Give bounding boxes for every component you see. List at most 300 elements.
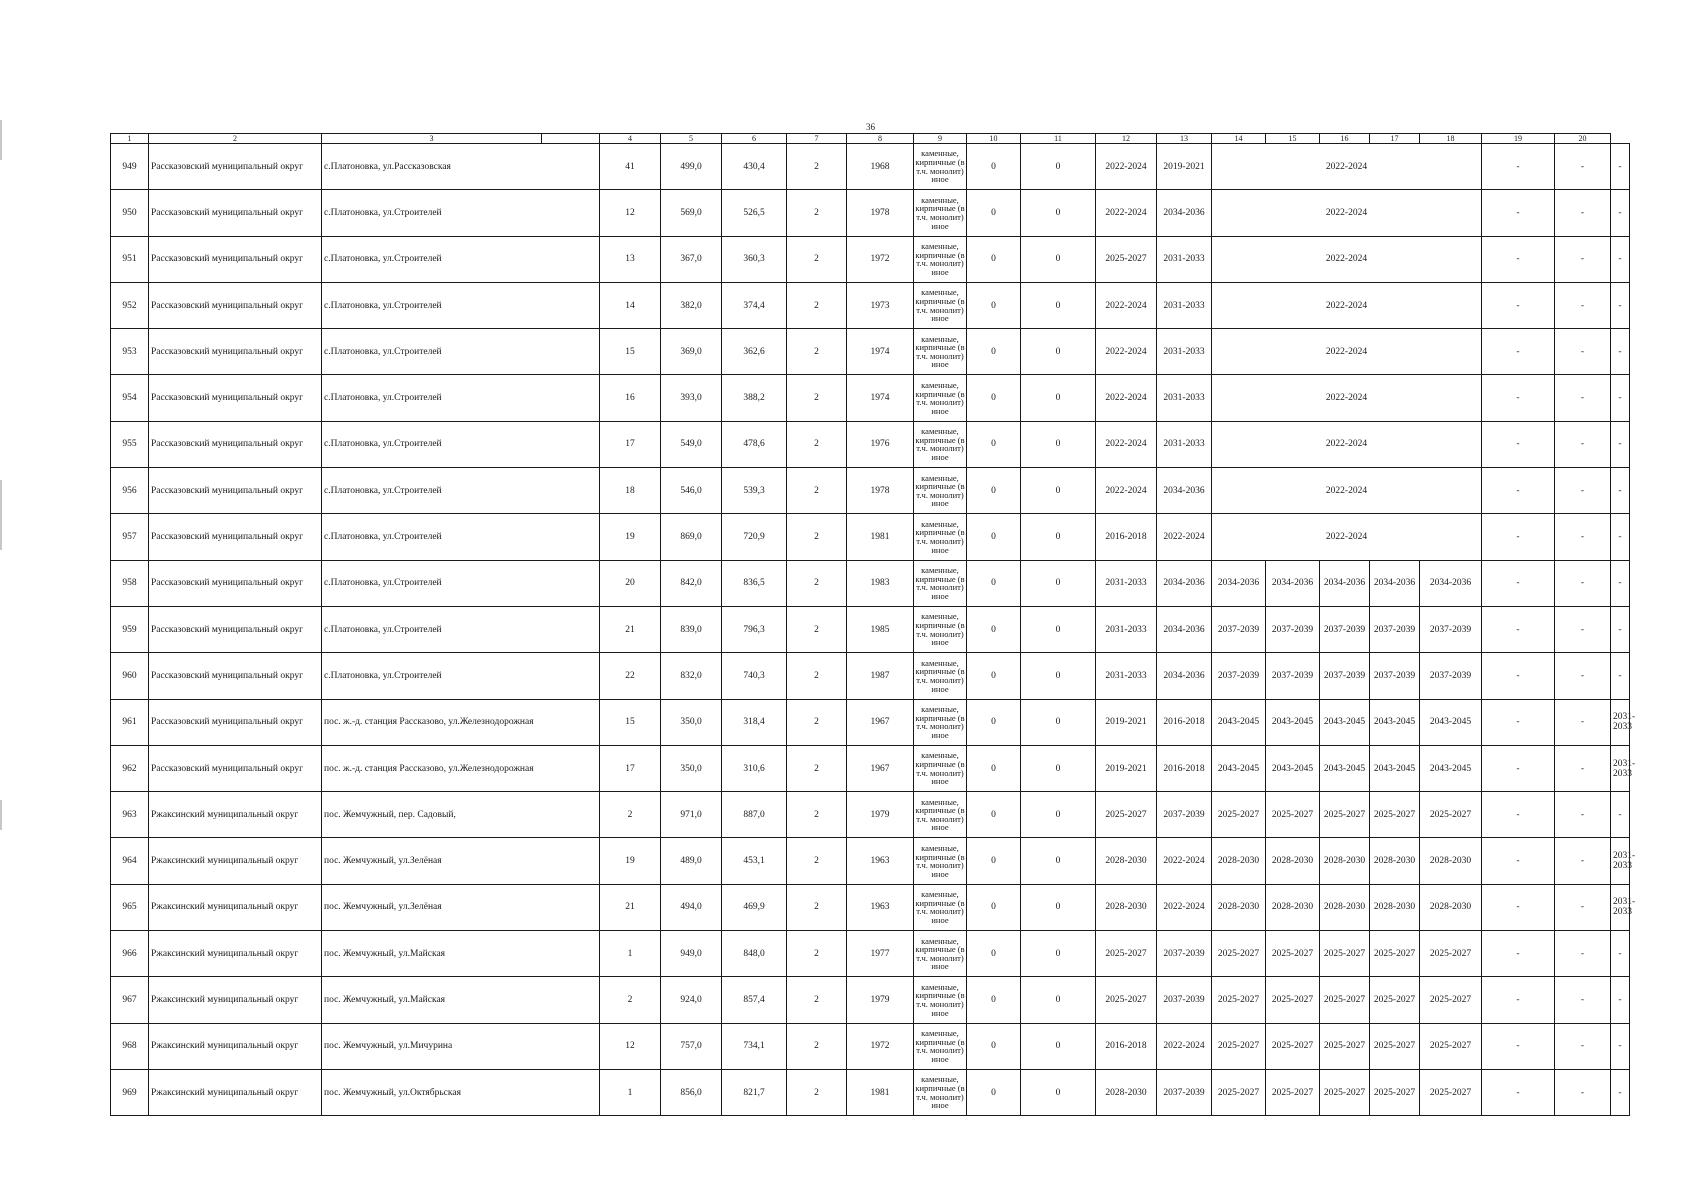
period-13-cell: 2037-2039 (1212, 653, 1266, 699)
wall-material-cell: каменные, кирпичные (в т.ч. монолит) иное (914, 421, 967, 467)
year-built-cell: 1963 (847, 884, 914, 930)
period-14-cell: 2025-2027 (1266, 792, 1320, 838)
house-number-cell: 21 (600, 884, 661, 930)
address-cell (322, 514, 600, 560)
column-10-cell: 0 (1021, 236, 1096, 282)
address-cell (322, 1023, 600, 1069)
column-20-cell: - (1611, 560, 1630, 606)
period-15-cell: 2025-2027 (1320, 1069, 1370, 1115)
period-12-cell: 2022-2024 (1157, 514, 1212, 560)
merged-period-cell: 2022-2024 (1212, 190, 1482, 236)
column-number: 4 (600, 134, 661, 144)
period-15-cell: 2028-2030 (1320, 838, 1370, 884)
house-number-cell: 1 (600, 1069, 661, 1115)
house-number-cell: 17 (600, 421, 661, 467)
district-cell: Рассказовский муниципальный округ (149, 282, 322, 328)
period-14-cell: 2025-2027 (1266, 1069, 1320, 1115)
address-cell (322, 236, 600, 282)
period-11-cell: 2031-2033 (1096, 606, 1157, 652)
column-5-cell: 539,3 (722, 468, 787, 514)
column-5-cell: 887,0 (722, 792, 787, 838)
column-20-cell: - (1611, 329, 1630, 375)
column-19-cell: - (1555, 838, 1611, 884)
column-19-cell: - (1555, 606, 1611, 652)
row-number-cell: 965 (111, 884, 149, 930)
column-4-cell: 949,0 (661, 931, 722, 977)
address-cell (322, 606, 600, 652)
district-cell: Ржаксинский муниципальный округ (149, 977, 322, 1023)
column-number: 18 (1420, 134, 1482, 144)
column-5-cell: 740,3 (722, 653, 787, 699)
address-text: пос. Жемчужный, ул.Зелёная (324, 902, 442, 913)
address-cell (322, 838, 600, 884)
period-12-cell: 2016-2018 (1157, 699, 1212, 745)
column-4-cell: 757,0 (661, 1023, 722, 1069)
wall-material-cell: каменные, кирпичные (в т.ч. монолит) иное (914, 653, 967, 699)
column-18-cell: - (1482, 745, 1555, 791)
wall-material-cell: каменные, кирпичные (в т.ч. монолит) иное (914, 514, 967, 560)
column-number: 1 (111, 134, 149, 144)
column-number: 7 (787, 134, 847, 144)
column-4-cell: 546,0 (661, 468, 722, 514)
period-14-cell: 2037-2039 (1266, 606, 1320, 652)
district-cell: Рассказовский муниципальный округ (149, 329, 322, 375)
district-cell: Ржаксинский муниципальный округ (149, 792, 322, 838)
period-15-cell: 2025-2027 (1320, 931, 1370, 977)
period-17-cell: 2037-2039 (1420, 606, 1482, 652)
period-17-cell: 2034-2036 (1420, 560, 1482, 606)
address-cell (322, 884, 600, 930)
wall-material-cell: каменные, кирпичные (в т.ч. монолит) иное (914, 884, 967, 930)
address-cell (322, 329, 600, 375)
wall-material-cell: каменные, кирпичные (в т.ч. монолит) иное (914, 560, 967, 606)
wall-material-cell: каменные, кирпичные (в т.ч. монолит) иное (914, 977, 967, 1023)
wall-material-cell: каменные, кирпичные (в т.ч. монолит) иное (914, 606, 967, 652)
period-14-cell: 2025-2027 (1266, 931, 1320, 977)
year-built-cell: 1981 (847, 1069, 914, 1115)
column-18-cell: - (1482, 606, 1555, 652)
column-number-row (111, 134, 1630, 144)
repair-schedule-table (110, 133, 1636, 1116)
period-16-cell: 2028-2030 (1370, 838, 1420, 884)
year-built-cell: 1985 (847, 606, 914, 652)
period-11-cell: 2019-2021 (1096, 745, 1157, 791)
wall-material-cell: каменные, кирпичные (в т.ч. монолит) иное (914, 375, 967, 421)
address-cell (322, 190, 600, 236)
column-number: 5 (661, 134, 722, 144)
column-4-cell: 971,0 (661, 792, 722, 838)
wall-material-cell: каменные, кирпичные (в т.ч. монолит) иное (914, 236, 967, 282)
house-number-cell: 41 (600, 144, 661, 190)
period-17-cell: 2025-2027 (1420, 977, 1482, 1023)
period-15-cell: 2025-2027 (1320, 977, 1370, 1023)
year-built-cell: 1979 (847, 977, 914, 1023)
period-11-cell: 2016-2018 (1096, 514, 1157, 560)
period-12-cell: 2031-2033 (1157, 329, 1212, 375)
column-5-cell: 796,3 (722, 606, 787, 652)
column-18-cell: - (1482, 699, 1555, 745)
address-text: с.Платоновка, ул.Строителей (324, 207, 442, 218)
period-12-cell: 2037-2039 (1157, 792, 1212, 838)
period-11-cell: 2022-2024 (1096, 375, 1157, 421)
year-built-cell: 1977 (847, 931, 914, 977)
column-6-cell: 2 (787, 606, 847, 652)
column-20-cell: - (1611, 1023, 1630, 1069)
column-6-cell: 2 (787, 977, 847, 1023)
column-5-cell: 848,0 (722, 931, 787, 977)
address-cell (322, 375, 600, 421)
period-12-cell: 2016-2018 (1157, 745, 1212, 791)
wall-material-cell: каменные, кирпичные (в т.ч. монолит) иное (914, 329, 967, 375)
merged-period-cell: 2022-2024 (1212, 144, 1482, 190)
table-row (111, 236, 1630, 282)
column-number: 10 (967, 134, 1021, 144)
period-13-cell: 2025-2027 (1212, 977, 1266, 1023)
house-number-cell: 2 (600, 977, 661, 1023)
period-12-cell: 2034-2036 (1157, 606, 1212, 652)
column-20-cell: - (1611, 144, 1630, 190)
row-number-cell: 958 (111, 560, 149, 606)
address-text: с.Платоновка, ул.Строителей (324, 346, 442, 357)
period-14-cell: 2043-2045 (1266, 699, 1320, 745)
year-built-cell: 1983 (847, 560, 914, 606)
year-built-cell: 1974 (847, 375, 914, 421)
period-13-cell: 2043-2045 (1212, 699, 1266, 745)
column-10-cell: 0 (1021, 977, 1096, 1023)
column-19-cell: - (1555, 699, 1611, 745)
column-4-cell: 569,0 (661, 190, 722, 236)
column-18-cell: - (1482, 977, 1555, 1023)
column-20-cell: - (1611, 514, 1630, 560)
period-16-cell: 2025-2027 (1370, 1069, 1420, 1115)
table-row (111, 884, 1630, 930)
district-cell: Рассказовский муниципальный округ (149, 236, 322, 282)
period-13-cell: 2025-2027 (1212, 792, 1266, 838)
column-4-cell: 367,0 (661, 236, 722, 282)
period-13-cell: 2025-2027 (1212, 931, 1266, 977)
period-17-cell: 2025-2027 (1420, 931, 1482, 977)
column-number: 15 (1266, 134, 1320, 144)
column-9-cell: 0 (967, 653, 1021, 699)
period-11-cell: 2028-2030 (1096, 838, 1157, 884)
table-row (111, 931, 1630, 977)
column-18-cell: - (1482, 514, 1555, 560)
column-number: 12 (1096, 134, 1157, 144)
column-5-cell: 836,5 (722, 560, 787, 606)
column-20-cell: 2031-2033 (1611, 745, 1630, 791)
house-number-cell: 15 (600, 329, 661, 375)
column-6-cell: 2 (787, 792, 847, 838)
period-13-cell: 2025-2027 (1212, 1023, 1266, 1069)
column-5-cell: 388,2 (722, 375, 787, 421)
period-16-cell: 2025-2027 (1370, 931, 1420, 977)
column-19-cell: - (1555, 1023, 1611, 1069)
period-11-cell: 2022-2024 (1096, 329, 1157, 375)
row-number-cell: 959 (111, 606, 149, 652)
period-12-cell: 2037-2039 (1157, 977, 1212, 1023)
address-text: пос. Жемчужный, ул.Майская (324, 994, 446, 1005)
address-text: с.Платоновка, ул.Рассказовская (324, 161, 451, 172)
address-cell (322, 792, 600, 838)
period-12-cell: 2022-2024 (1157, 1023, 1212, 1069)
house-number-cell: 22 (600, 653, 661, 699)
column-10-cell: 0 (1021, 329, 1096, 375)
column-20-cell: - (1611, 792, 1630, 838)
year-built-cell: 1974 (847, 329, 914, 375)
house-number-cell: 14 (600, 282, 661, 328)
column-6-cell: 2 (787, 144, 847, 190)
address-text: с.Платоновка, ул.Строителей (324, 578, 442, 589)
period-16-cell: 2025-2027 (1370, 1023, 1420, 1069)
column-10-cell: 0 (1021, 792, 1096, 838)
period-12-cell: 2034-2036 (1157, 190, 1212, 236)
column-6-cell: 2 (787, 699, 847, 745)
column-number: 20 (1555, 134, 1611, 144)
column-6-cell: 2 (787, 1069, 847, 1115)
address-cell (322, 745, 600, 791)
district-cell: Рассказовский муниципальный округ (149, 653, 322, 699)
column-9-cell: 0 (967, 468, 1021, 514)
house-number-cell: 12 (600, 1023, 661, 1069)
column-4-cell: 839,0 (661, 606, 722, 652)
column-18-cell: - (1482, 884, 1555, 930)
row-number-cell: 966 (111, 931, 149, 977)
column-4-cell: 924,0 (661, 977, 722, 1023)
address-cell (322, 144, 600, 190)
column-6-cell: 2 (787, 236, 847, 282)
table-row (111, 606, 1630, 652)
house-number-cell: 17 (600, 745, 661, 791)
column-9-cell: 0 (967, 144, 1021, 190)
column-20-cell: 2031-2033 (1611, 884, 1630, 930)
period-12-cell: 2022-2024 (1157, 884, 1212, 930)
column-10-cell: 0 (1021, 144, 1096, 190)
column-10-cell: 0 (1021, 468, 1096, 514)
column-9-cell: 0 (967, 838, 1021, 884)
column-19-cell: - (1555, 144, 1611, 190)
period-13-cell: 2025-2027 (1212, 1069, 1266, 1115)
row-number-cell: 968 (111, 1023, 149, 1069)
district-cell: Ржаксинский муниципальный округ (149, 931, 322, 977)
column-5-cell: 734,1 (722, 1023, 787, 1069)
house-number-cell: 21 (600, 606, 661, 652)
period-15-cell: 2043-2045 (1320, 745, 1370, 791)
column-4-cell: 369,0 (661, 329, 722, 375)
period-15-cell: 2025-2027 (1320, 1023, 1370, 1069)
period-15-cell: 2043-2045 (1320, 699, 1370, 745)
column-6-cell: 2 (787, 514, 847, 560)
period-12-cell: 2031-2033 (1157, 375, 1212, 421)
period-15-cell: 2025-2027 (1320, 792, 1370, 838)
column-10-cell: 0 (1021, 606, 1096, 652)
table-row (111, 745, 1630, 791)
column-number: 3 (322, 134, 542, 144)
period-12-cell: 2031-2033 (1157, 236, 1212, 282)
column-20-cell: - (1611, 236, 1630, 282)
table-row (111, 838, 1630, 884)
table-row (111, 468, 1630, 514)
period-16-cell: 2034-2036 (1370, 560, 1420, 606)
column-19-cell: - (1555, 653, 1611, 699)
year-built-cell: 1972 (847, 1023, 914, 1069)
period-14-cell: 2037-2039 (1266, 653, 1320, 699)
column-10-cell: 0 (1021, 282, 1096, 328)
column-6-cell: 2 (787, 653, 847, 699)
district-cell: Ржаксинский муниципальный округ (149, 884, 322, 930)
year-built-cell: 1973 (847, 282, 914, 328)
period-17-cell: 2025-2027 (1420, 1069, 1482, 1115)
column-9-cell: 0 (967, 421, 1021, 467)
period-16-cell: 2043-2045 (1370, 745, 1420, 791)
row-number-cell: 953 (111, 329, 149, 375)
column-18-cell: - (1482, 236, 1555, 282)
merged-period-cell: 2022-2024 (1212, 236, 1482, 282)
district-cell: Рассказовский муниципальный округ (149, 421, 322, 467)
address-cell (322, 282, 600, 328)
wall-material-cell: каменные, кирпичные (в т.ч. монолит) иное (914, 838, 967, 884)
column-18-cell: - (1482, 792, 1555, 838)
period-15-cell: 2034-2036 (1320, 560, 1370, 606)
column-6-cell: 2 (787, 1023, 847, 1069)
address-cell (322, 699, 600, 745)
row-number-cell: 949 (111, 144, 149, 190)
address-text: пос. Жемчужный, ул.Зелёная (324, 856, 442, 867)
column-10-cell: 0 (1021, 838, 1096, 884)
period-13-cell: 2034-2036 (1212, 560, 1266, 606)
year-built-cell: 1972 (847, 236, 914, 282)
column-9-cell: 0 (967, 977, 1021, 1023)
period-11-cell: 2022-2024 (1096, 468, 1157, 514)
year-built-cell: 1981 (847, 514, 914, 560)
column-number: 19 (1482, 134, 1555, 144)
column-10-cell: 0 (1021, 421, 1096, 467)
merged-period-cell: 2022-2024 (1212, 375, 1482, 421)
column-number: 14 (1212, 134, 1266, 144)
column-5-cell: 857,4 (722, 977, 787, 1023)
column-5-cell: 478,6 (722, 421, 787, 467)
period-11-cell: 2025-2027 (1096, 977, 1157, 1023)
address-text: с.Платоновка, ул.Строителей (324, 393, 442, 404)
column-5-cell: 310,6 (722, 745, 787, 791)
district-cell: Ржаксинский муниципальный округ (149, 1069, 322, 1115)
scan-edge-mark (0, 120, 2, 160)
house-number-cell: 20 (600, 560, 661, 606)
period-16-cell: 2043-2045 (1370, 699, 1420, 745)
column-number: 13 (1157, 134, 1212, 144)
column-9-cell: 0 (967, 190, 1021, 236)
column-19-cell: - (1555, 792, 1611, 838)
column-5-cell: 469,9 (722, 884, 787, 930)
period-16-cell: 2037-2039 (1370, 653, 1420, 699)
year-built-cell: 1978 (847, 468, 914, 514)
column-6-cell: 2 (787, 468, 847, 514)
period-14-cell: 2025-2027 (1266, 1023, 1320, 1069)
column-18-cell: - (1482, 375, 1555, 421)
column-4-cell: 856,0 (661, 1069, 722, 1115)
page-number: 36 (866, 122, 875, 132)
period-17-cell: 2025-2027 (1420, 792, 1482, 838)
period-12-cell: 2031-2033 (1157, 282, 1212, 328)
column-5-cell: 362,6 (722, 329, 787, 375)
address-cell (322, 421, 600, 467)
column-4-cell: 549,0 (661, 421, 722, 467)
year-built-cell: 1976 (847, 421, 914, 467)
period-11-cell: 2019-2021 (1096, 699, 1157, 745)
column-20-cell: - (1611, 606, 1630, 652)
column-18-cell: - (1482, 329, 1555, 375)
column-18-cell: - (1482, 144, 1555, 190)
column-10-cell: 0 (1021, 884, 1096, 930)
address-cell (322, 1069, 600, 1115)
year-built-cell: 1987 (847, 653, 914, 699)
column-9-cell: 0 (967, 606, 1021, 652)
house-number-cell: 19 (600, 838, 661, 884)
column-19-cell: - (1555, 190, 1611, 236)
column-4-cell: 832,0 (661, 653, 722, 699)
row-number-cell: 963 (111, 792, 149, 838)
period-16-cell: 2037-2039 (1370, 606, 1420, 652)
wall-material-cell: каменные, кирпичные (в т.ч. монолит) иное (914, 1069, 967, 1115)
column-19-cell: - (1555, 421, 1611, 467)
district-cell: Рассказовский муниципальный округ (149, 468, 322, 514)
address-cell (322, 977, 600, 1023)
row-number-cell: 964 (111, 838, 149, 884)
column-19-cell: - (1555, 329, 1611, 375)
column-4-cell: 494,0 (661, 884, 722, 930)
merged-period-cell: 2022-2024 (1212, 329, 1482, 375)
wall-material-cell: каменные, кирпичные (в т.ч. монолит) иное (914, 931, 967, 977)
house-number-cell: 2 (600, 792, 661, 838)
column-5-cell: 360,3 (722, 236, 787, 282)
address-text: с.Платоновка, ул.Строителей (324, 670, 442, 681)
column-9-cell: 0 (967, 699, 1021, 745)
period-17-cell: 2028-2030 (1420, 884, 1482, 930)
column-number: 2 (149, 134, 322, 144)
table-row (111, 653, 1630, 699)
merged-period-cell: 2022-2024 (1212, 421, 1482, 467)
column-9-cell: 0 (967, 745, 1021, 791)
period-13-cell: 2043-2045 (1212, 745, 1266, 791)
table-row (111, 421, 1630, 467)
column-6-cell: 2 (787, 421, 847, 467)
house-number-cell: 16 (600, 375, 661, 421)
column-9-cell: 0 (967, 792, 1021, 838)
address-cell (322, 931, 600, 977)
column-18-cell: - (1482, 653, 1555, 699)
column-10-cell: 0 (1021, 375, 1096, 421)
column-20-cell: - (1611, 1069, 1630, 1115)
period-12-cell: 2037-2039 (1157, 931, 1212, 977)
district-cell: Рассказовский муниципальный округ (149, 375, 322, 421)
table-row (111, 144, 1630, 190)
column-10-cell: 0 (1021, 514, 1096, 560)
wall-material-cell: каменные, кирпичные (в т.ч. монолит) иное (914, 190, 967, 236)
column-5-cell: 453,1 (722, 838, 787, 884)
column-19-cell: - (1555, 560, 1611, 606)
column-9-cell: 0 (967, 884, 1021, 930)
column-19-cell: - (1555, 1069, 1611, 1115)
column-6-cell: 2 (787, 190, 847, 236)
column-number: 8 (847, 134, 914, 144)
column-19-cell: - (1555, 468, 1611, 514)
column-20-cell: 2031-2033 (1611, 838, 1630, 884)
district-cell: Ржаксинский муниципальный округ (149, 1023, 322, 1069)
column-18-cell: - (1482, 560, 1555, 606)
year-built-cell: 1967 (847, 699, 914, 745)
period-14-cell: 2028-2030 (1266, 884, 1320, 930)
column-20-cell: - (1611, 977, 1630, 1023)
period-13-cell: 2028-2030 (1212, 884, 1266, 930)
